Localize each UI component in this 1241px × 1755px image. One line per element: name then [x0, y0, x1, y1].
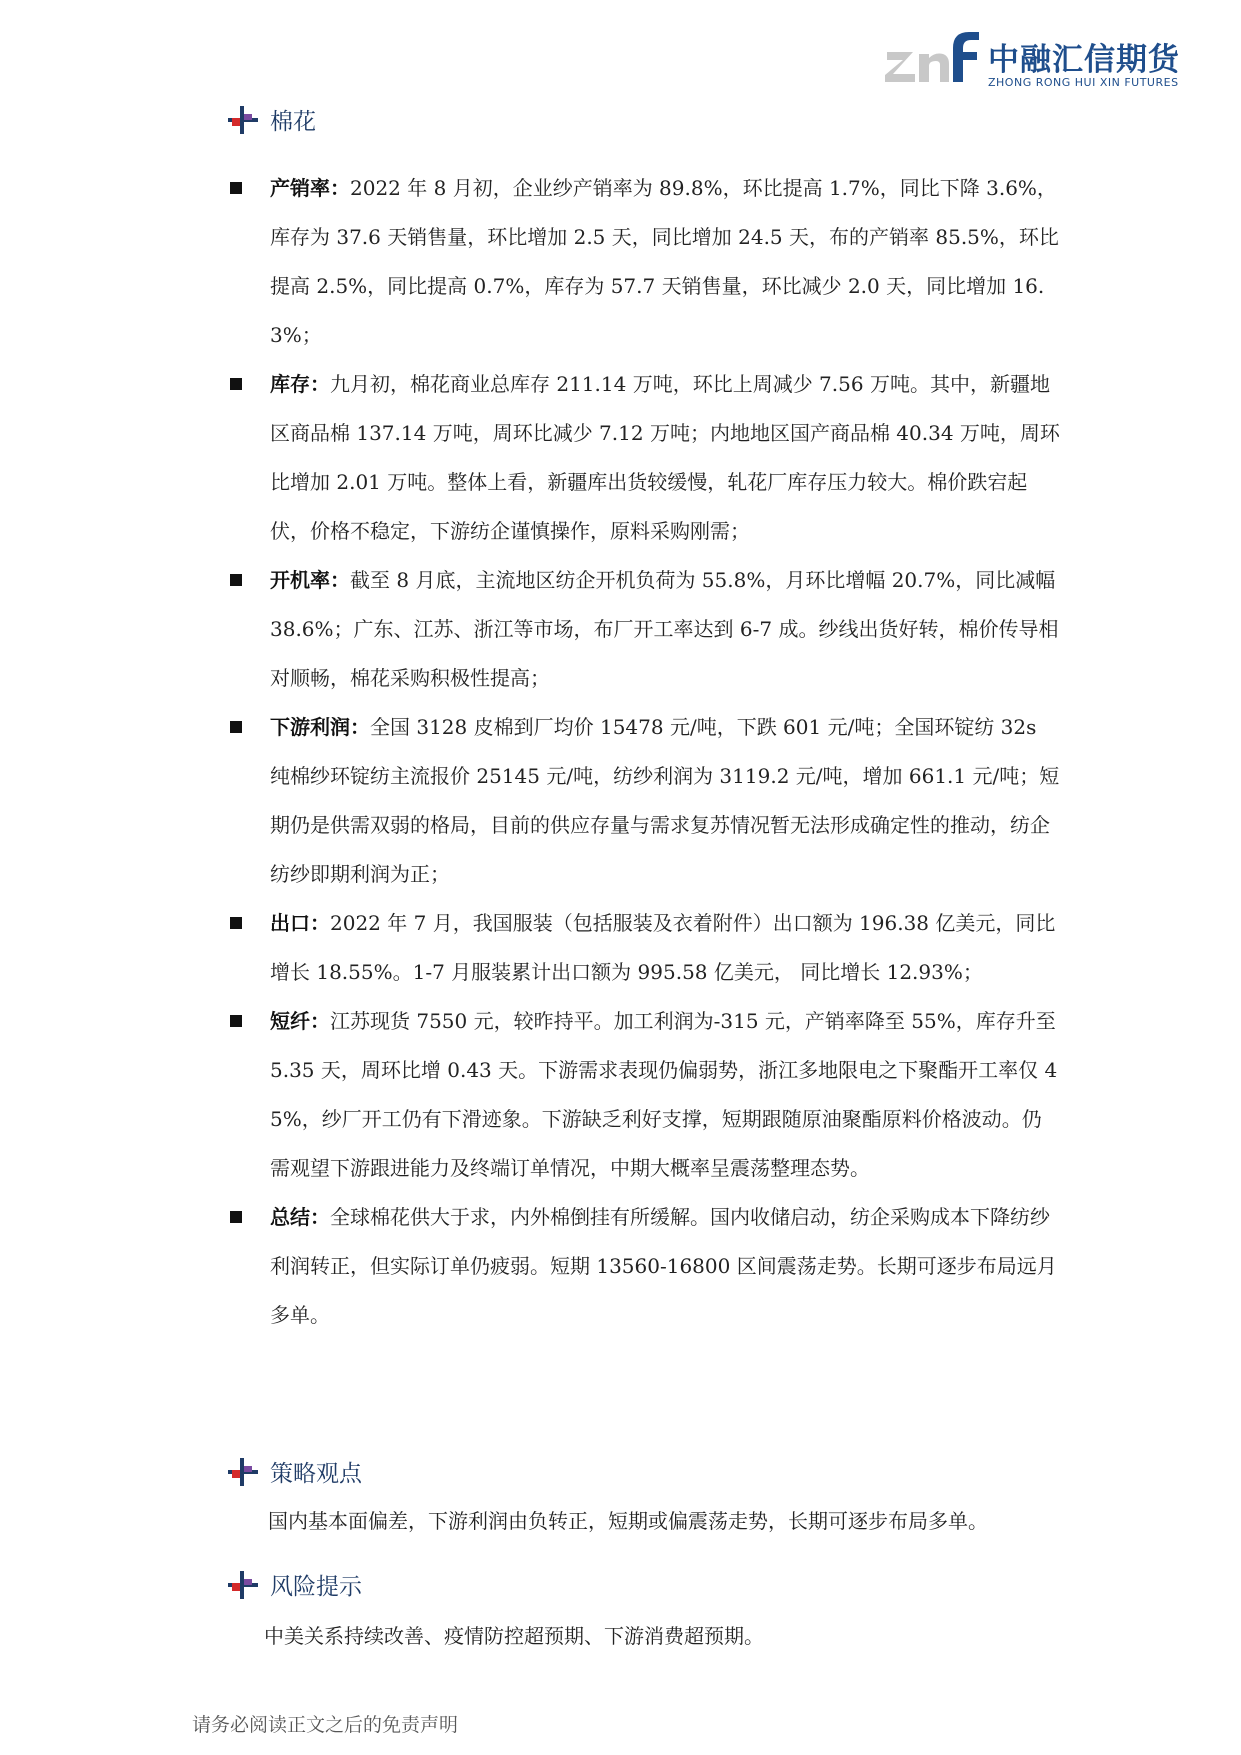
- item-label: 出口：: [270, 911, 330, 935]
- list-item: [230, 997, 1060, 1193]
- section-marker-icon: [228, 1458, 258, 1486]
- strategy-text: 国内基本面偏差，下游利润由负转正，短期或偏震荡走势，长期可逐步布局多单。: [268, 1509, 988, 1533]
- bullet-icon: [230, 574, 242, 586]
- bullet-icon: [230, 1211, 242, 1223]
- section-heading-risk: [228, 1568, 362, 1601]
- bullet-icon: [230, 1015, 242, 1027]
- bullet-icon: [230, 182, 242, 194]
- section-title: 风险提示: [270, 1574, 362, 1600]
- bullet-icon: [230, 378, 242, 390]
- disclaimer-footer: 请务必阅读正文之后的免责声明: [192, 1714, 459, 1736]
- list-item: [230, 360, 1060, 556]
- item-label: 总结：: [270, 1205, 330, 1229]
- list-item: [230, 164, 1060, 360]
- item-text: 截至 8 月底，主流地区纺企开机负荷为 55.8%，月环比增幅 20.7%，同比减幅 38.6%；广东、江苏、浙江等市场，布厂开工率达到 6-7 成。纱线出货好转，棉价传导相对顺畅，棉花采购积极性提高；: [270, 568, 1059, 690]
- section-title: 棉花: [270, 109, 316, 135]
- item-text: 2022 年 7 月，我国服装（包括服装及衣着附件）出口额为 196.38 亿美元，同比增长 18.55%。1-7 月服装累计出口额为 995.58 亿美元， 同比增长 12.93%；: [270, 911, 1056, 984]
- list-item: [230, 556, 1060, 703]
- logo-english-name: ZHONG RONG HUI XIN FUTURES: [988, 76, 1179, 89]
- list-item: [230, 899, 1060, 997]
- list-item: [230, 1193, 1060, 1340]
- bullet-icon: [230, 721, 242, 733]
- section-heading-cotton: [228, 103, 316, 136]
- item-text: 2022 年 8 月初，企业纱产销率为 89.8%，环比提高 1.7%，同比下降 3.6%，库存为 37.6 天销售量，环比增加 2.5 天，同比增加 24.5 天，布的产销率 85.5%，环比提高 2.5%，同比提高 0.7%，库存为 57.7 天销售量，环比减少 2.0 天，同比增加 16.3%；: [270, 176, 1059, 347]
- section-marker-icon: [228, 1571, 258, 1599]
- item-label: 短纤：: [270, 1009, 330, 1033]
- risk-text: 中美关系持续改善、疫情防控超预期、下游消费超预期。: [264, 1624, 764, 1648]
- item-label: 下游利润：: [270, 715, 370, 739]
- bullet-icon: [230, 917, 242, 929]
- item-text: 全球棉花供大于求，内外棉倒挂有所缓解。国内收储启动，纺企采购成本下降纺纱利润转正，但实际订单仍疲弱。短期 13560-16800 区间震荡走势。长期可逐步布局远月多单。: [270, 1205, 1057, 1327]
- item-label: 产销率：: [270, 176, 350, 200]
- znf-logo-mark-icon: [885, 30, 981, 92]
- list-item: [230, 703, 1060, 899]
- item-text: 九月初，棉花商业总库存 211.14 万吨，环比上周减少 7.56 万吨。其中，新疆地区商品棉 137.14 万吨，周环比减少 7.12 万吨；内地地区国产商品棉 40.34 万吨，周环比增加 2.01 万吨。整体上看，新疆库出货较缓慢，轧花厂库存压力较大。棉价跌宕起伏，价格不稳定，下游纺企谨慎操作，原料采购刚需；: [270, 372, 1060, 543]
- item-label: 库存：: [270, 372, 330, 396]
- item-label: 开机率：: [270, 568, 350, 592]
- company-logo: [885, 30, 1180, 92]
- item-text: 江苏现货 7550 元，较昨持平。加工利润为-315 元，产销率降至 55%，库存升至 5.35 天，周环比增 0.43 天。下游需求表现仍偏弱势，浙江多地限电之下聚酯开工率仅 45%，纱厂开工仍有下滑迹象。下游缺乏利好支撑，短期跟随原油聚酯原料价格波动。仍需观望下游跟进能力及终端订单情况，中期大概率呈震荡整理态势。: [270, 1009, 1058, 1180]
- item-text: 全国 3128 皮棉到厂均价 15478 元/吨，下跌 601 元/吨；全国环锭纺 32s 纯棉纱环锭纺主流报价 25145 元/吨，纺纱利润为 3119.2 元/吨，增加 661.1 元/吨；短期仍是供需双弱的格局，目前的供应存量与需求复苏情况暂无法形成确定性的推动，纺企纺纱即期利润为正；: [270, 715, 1060, 886]
- cotton-bullet-list: [230, 164, 1060, 1340]
- logo-chinese-name: 中融汇信期货: [988, 42, 1180, 78]
- section-title: 策略观点: [270, 1461, 362, 1487]
- section-heading-strategy: [228, 1455, 362, 1488]
- section-marker-icon: [228, 106, 258, 134]
